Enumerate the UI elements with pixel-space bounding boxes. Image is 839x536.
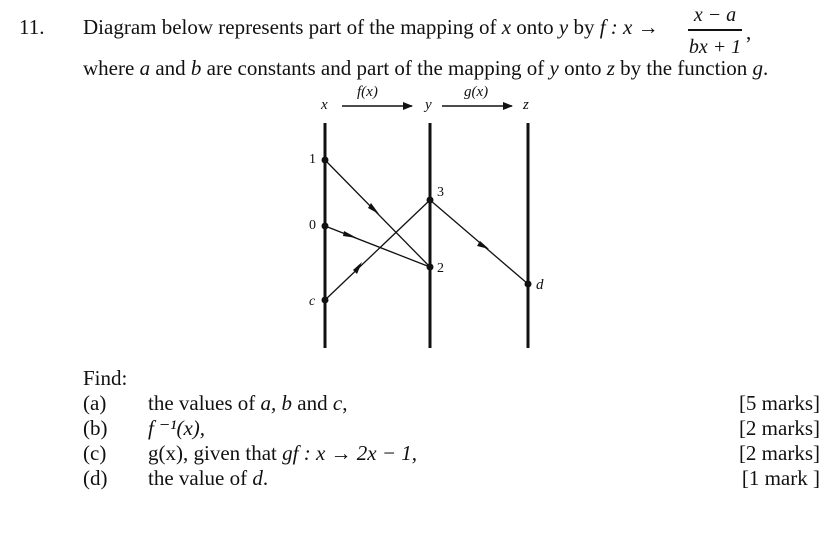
func-g: g [752, 56, 764, 80]
point-x-0 [322, 223, 329, 230]
part-a-post: , [342, 391, 348, 415]
line2-period: . [763, 56, 769, 80]
var-y: y [558, 15, 569, 39]
line2-and: and [150, 56, 191, 80]
label-x-c: c [309, 294, 316, 309]
point-z-d [525, 281, 532, 288]
label-y-2: 2 [437, 261, 444, 276]
question-number: 11. [19, 15, 45, 39]
part-a-marks: [5 marks] [738, 391, 820, 415]
f-arrowhead [403, 102, 413, 110]
part-c-marks: [2 marks] [738, 441, 820, 465]
point-y-3 [427, 197, 434, 204]
part-c-text [148, 443, 417, 464]
map-0-to-2-arrowhead [343, 231, 357, 238]
f-definition: f : x → [599, 15, 659, 39]
onto-text: onto [511, 15, 559, 39]
part-a-text [148, 393, 347, 414]
part-c-math: gf : x → 2x − 1, [282, 441, 418, 465]
part-a-math: a, b [260, 391, 293, 415]
part-c-pre: g(x), given that [148, 441, 283, 465]
label-col-z: z [523, 97, 529, 113]
part-b-math: f ⁻¹(x), [148, 416, 206, 440]
fraction-numerator: x − a [693, 4, 737, 26]
var-z: z [606, 56, 615, 80]
line2-onto: onto [558, 56, 607, 80]
label-f-of-x: f(x) [357, 84, 378, 100]
label-x-1: 1 [309, 152, 316, 167]
point-y-2 [427, 264, 434, 271]
label-z-d: d [536, 277, 544, 293]
map-3-to-d [430, 200, 528, 284]
part-d-label: (d) [83, 466, 108, 490]
var-y-2: y [549, 56, 559, 80]
label-col-x: x [321, 97, 328, 113]
part-a-mid: and [292, 391, 333, 415]
label-x-0: 0 [309, 218, 316, 233]
var-x: x [501, 15, 512, 39]
part-d-marks: [1 mark ] [741, 466, 820, 490]
line1-text: Diagram below represents part of the mapping of [83, 15, 502, 39]
map-1-to-2 [325, 160, 430, 267]
const-b: b [190, 56, 202, 80]
label-g-of-x: g(x) [464, 84, 489, 100]
part-a-label: (a) [83, 391, 107, 415]
map-0-to-2 [325, 226, 430, 267]
part-d-post: . [262, 466, 269, 490]
line2-where: where [83, 56, 140, 80]
part-d-text [148, 468, 268, 489]
find-heading: Find: [83, 366, 128, 390]
part-a-pre: the values of [148, 391, 261, 415]
line2-mid: are constants and part of the mapping of [201, 56, 550, 80]
part-c-label: (c) [83, 441, 107, 465]
by-text: by [568, 15, 600, 39]
point-x-c [322, 297, 329, 304]
fraction-comma: , [746, 20, 752, 44]
label-col-y: y [425, 97, 432, 113]
label-y-3: 3 [437, 185, 444, 200]
map-c-to-3 [325, 200, 430, 300]
part-d-pre: the value of [148, 466, 253, 490]
part-b-text [148, 418, 205, 439]
fraction-denominator: bx + 1 [688, 35, 742, 58]
const-a: a [139, 56, 151, 80]
part-b-marks: [2 marks] [738, 416, 820, 440]
g-arrowhead [503, 102, 513, 110]
part-b-label: (b) [83, 416, 108, 440]
point-x-1 [322, 157, 329, 164]
part-d-math: d [252, 466, 263, 490]
line2-by: by the function [614, 56, 753, 80]
part-a-math2: c [332, 391, 343, 415]
